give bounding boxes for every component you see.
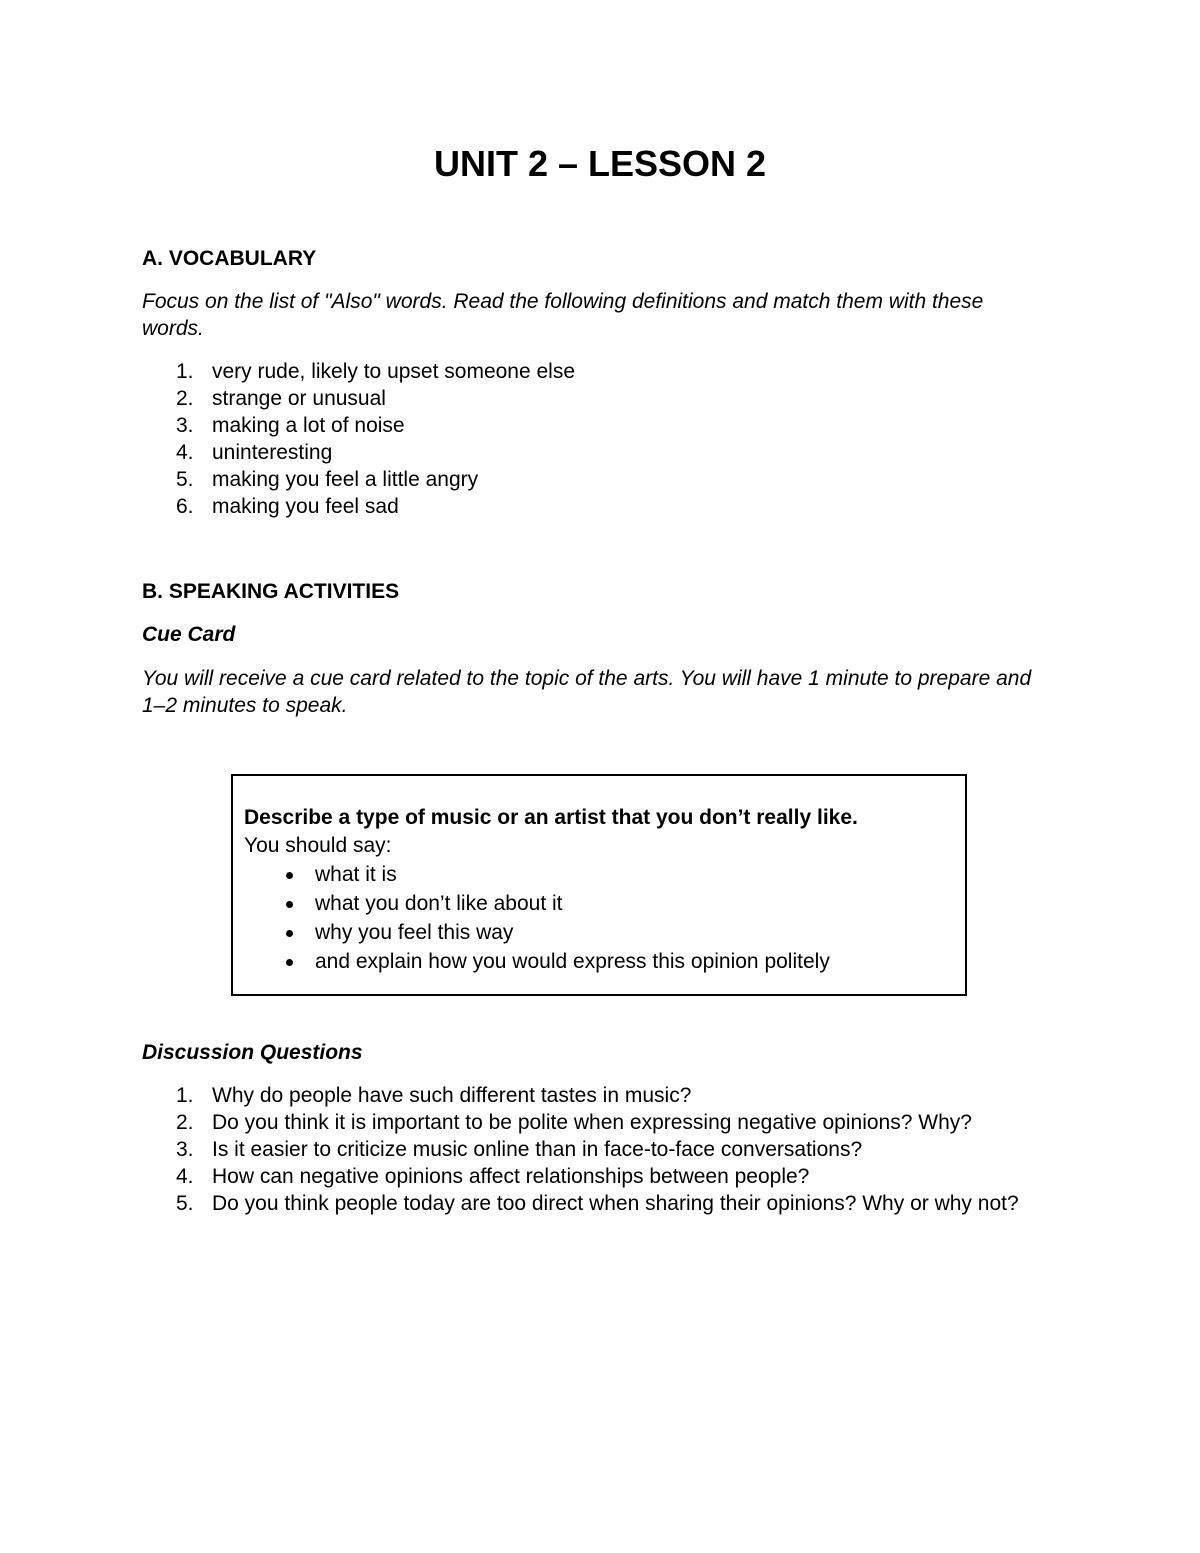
- bullet-text: and explain how you would express this opinion politely: [315, 950, 830, 973]
- page-title: UNIT 2 – LESSON 2: [433, 143, 767, 184]
- item-text: making a lot of noise: [212, 414, 405, 437]
- list-item: [142, 358, 1042, 385]
- item-number: 2.: [176, 387, 194, 410]
- bullet-text: what it is: [315, 863, 397, 886]
- item-text: making you feel sad: [212, 495, 399, 518]
- item-text: Do you think it is important to be polite when expressing negative opinions? Why?: [212, 1111, 972, 1134]
- list-item: [142, 1190, 1032, 1217]
- bullet-item: [244, 860, 830, 889]
- bullet-item: [244, 947, 830, 976]
- item-number: 5.: [176, 468, 194, 491]
- discussion-heading: Discussion Questions: [142, 1041, 363, 1064]
- item-text: How can negative opinions affect relationships between people?: [212, 1165, 810, 1188]
- item-number: 4.: [176, 441, 194, 464]
- item-number: 5.: [176, 1192, 194, 1215]
- bullet-text: what you don’t like about it: [315, 892, 563, 915]
- cue-card-intro: You should say:: [244, 834, 392, 857]
- list-item: [142, 385, 1042, 412]
- cue-card-bullets: [244, 860, 830, 976]
- list-item: [142, 466, 1042, 493]
- list-item: [142, 1109, 1032, 1136]
- item-text: uninteresting: [212, 441, 333, 464]
- item-number: 6.: [176, 495, 194, 518]
- bullet-icon: [286, 872, 293, 879]
- list-item: [142, 1136, 1032, 1163]
- item-text: strange or unusual: [212, 387, 386, 410]
- cue-card-heading: Cue Card: [142, 623, 236, 646]
- item-text: Is it easier to criticize music online than in face-to-face conversations?: [212, 1138, 863, 1161]
- bullet-text: why you feel this way: [315, 921, 514, 944]
- item-number: 3.: [176, 1138, 194, 1161]
- speaking-heading: B. SPEAKING ACTIVITIES: [142, 580, 400, 603]
- bullet-icon: [286, 959, 293, 966]
- vocabulary-heading: A. VOCABULARY: [142, 247, 317, 270]
- item-number: 1.: [176, 360, 194, 383]
- item-number: 1.: [176, 1084, 194, 1107]
- bullet-icon: [286, 901, 293, 908]
- item-number: 4.: [176, 1165, 194, 1188]
- cue-card-instruction: You will receive a cue card related to the topic of the arts. You will have 1 minute to prepare and 1–2 minutes to speak.: [142, 667, 1032, 717]
- item-text: very rude, likely to upset someone else: [212, 360, 576, 383]
- bullet-item: [244, 918, 830, 947]
- item-text: Do you think people today are too direct when sharing their opinions? Why or why not?: [212, 1192, 1019, 1215]
- vocabulary-list: [142, 358, 1042, 520]
- list-item: [142, 412, 1042, 439]
- item-number: 3.: [176, 414, 194, 437]
- list-item: [142, 1163, 1032, 1190]
- list-item: [142, 1082, 1032, 1109]
- bullet-icon: [286, 930, 293, 937]
- item-number: 2.: [176, 1111, 194, 1134]
- item-text: making you feel a little angry: [212, 468, 479, 491]
- cue-card-box: [231, 774, 967, 996]
- vocabulary-instruction: Focus on the list of "Also" words. Read the following definitions and match them with these words.: [142, 290, 984, 340]
- discussion-list: [142, 1082, 1032, 1217]
- bullet-item: [244, 889, 830, 918]
- list-item: [142, 439, 1042, 466]
- list-item: [142, 493, 1042, 520]
- cue-card-title: Describe a type of music or an artist that you don’t really like.: [244, 806, 858, 829]
- item-text: Why do people have such different tastes in music?: [212, 1084, 692, 1107]
